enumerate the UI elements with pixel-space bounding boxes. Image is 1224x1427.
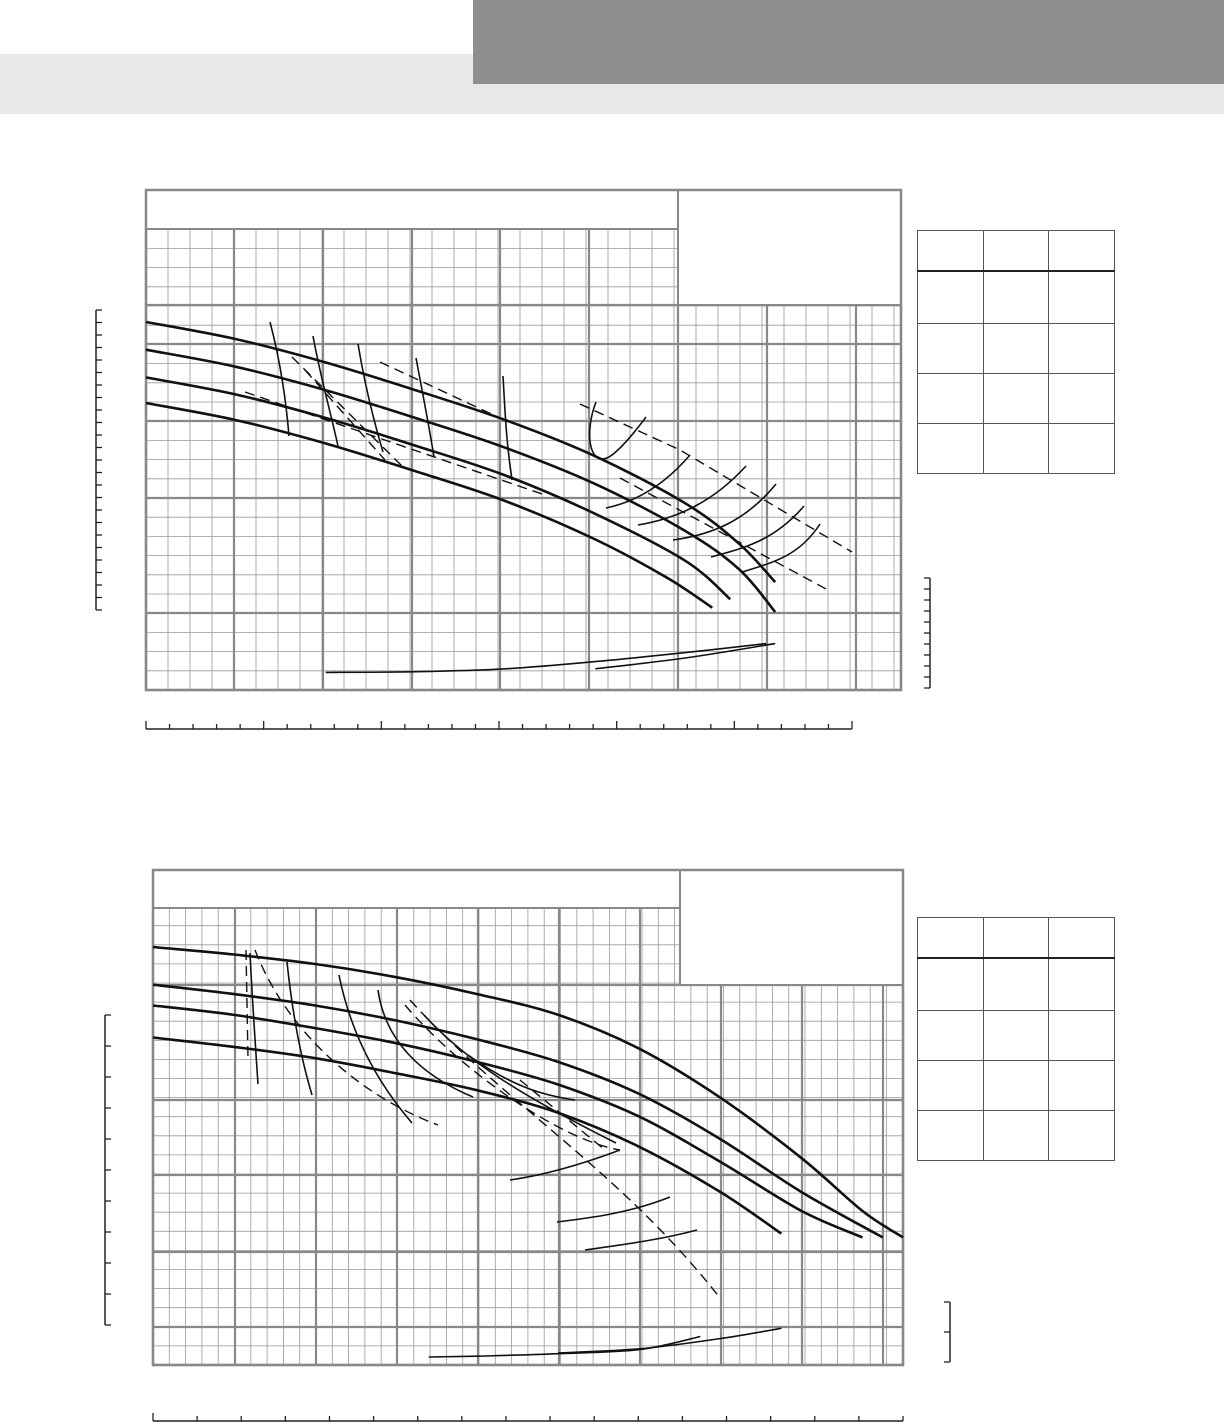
spec-cell: [918, 231, 984, 271]
spec-table-2: [917, 917, 1115, 1161]
spec-cell: [918, 424, 984, 474]
spec-cell: [983, 918, 1049, 958]
spec-cell: [918, 918, 984, 958]
spec-table-1: [917, 230, 1115, 474]
efficiency-curve: [416, 358, 434, 457]
efficiency-curve: [313, 336, 338, 446]
spec-cell: [1049, 1111, 1115, 1161]
spec-cell: [918, 1111, 984, 1161]
spec-cell: [1049, 1061, 1115, 1111]
head-curve-2: [153, 985, 883, 1238]
spec-cell: [983, 231, 1049, 271]
spec-cell: [918, 1011, 984, 1061]
spec-cell: [983, 374, 1049, 424]
spec-cell: [1049, 424, 1115, 474]
spec-cell: [918, 324, 984, 374]
spec-cell: [1049, 271, 1115, 324]
spec-cell: [983, 1011, 1049, 1061]
spec-cell: [918, 271, 984, 324]
spec-cell: [983, 958, 1049, 1011]
spec-cell: [1049, 231, 1115, 271]
spec-cell: [1049, 958, 1115, 1011]
head-curve-2: [146, 350, 775, 612]
dashed-curve: [380, 362, 500, 418]
power-curve-2: [595, 644, 775, 669]
spec-cell: [918, 1061, 984, 1111]
pump-curve-chart-1: [96, 190, 930, 729]
power-curve-1: [326, 644, 766, 673]
dashed-curve: [246, 950, 248, 1058]
power-curve-2: [558, 1328, 781, 1353]
dashed-curve: [255, 950, 438, 1125]
spec-cell: [1049, 374, 1115, 424]
spec-cell: [1049, 1011, 1115, 1061]
spec-cell: [1049, 324, 1115, 374]
dashed-curve: [410, 1000, 720, 1298]
head-curve-4: [146, 403, 712, 608]
spec-cell: [983, 324, 1049, 374]
dashed-curve: [620, 478, 828, 590]
legend-box: [680, 870, 903, 985]
spec-cell: [1049, 918, 1115, 958]
spec-cell: [983, 1061, 1049, 1111]
pump-curve-chart-2: [105, 870, 950, 1421]
spec-cell: [983, 271, 1049, 324]
legend-box: [678, 190, 901, 305]
spec-cell: [983, 424, 1049, 474]
efficiency-curve: [590, 402, 646, 459]
spec-cell: [983, 1111, 1049, 1161]
head-curve-1: [146, 322, 775, 582]
npsh-curve: [557, 1197, 670, 1222]
spec-cell: [918, 958, 984, 1011]
spec-cell: [918, 374, 984, 424]
efficiency-curve: [503, 376, 512, 480]
